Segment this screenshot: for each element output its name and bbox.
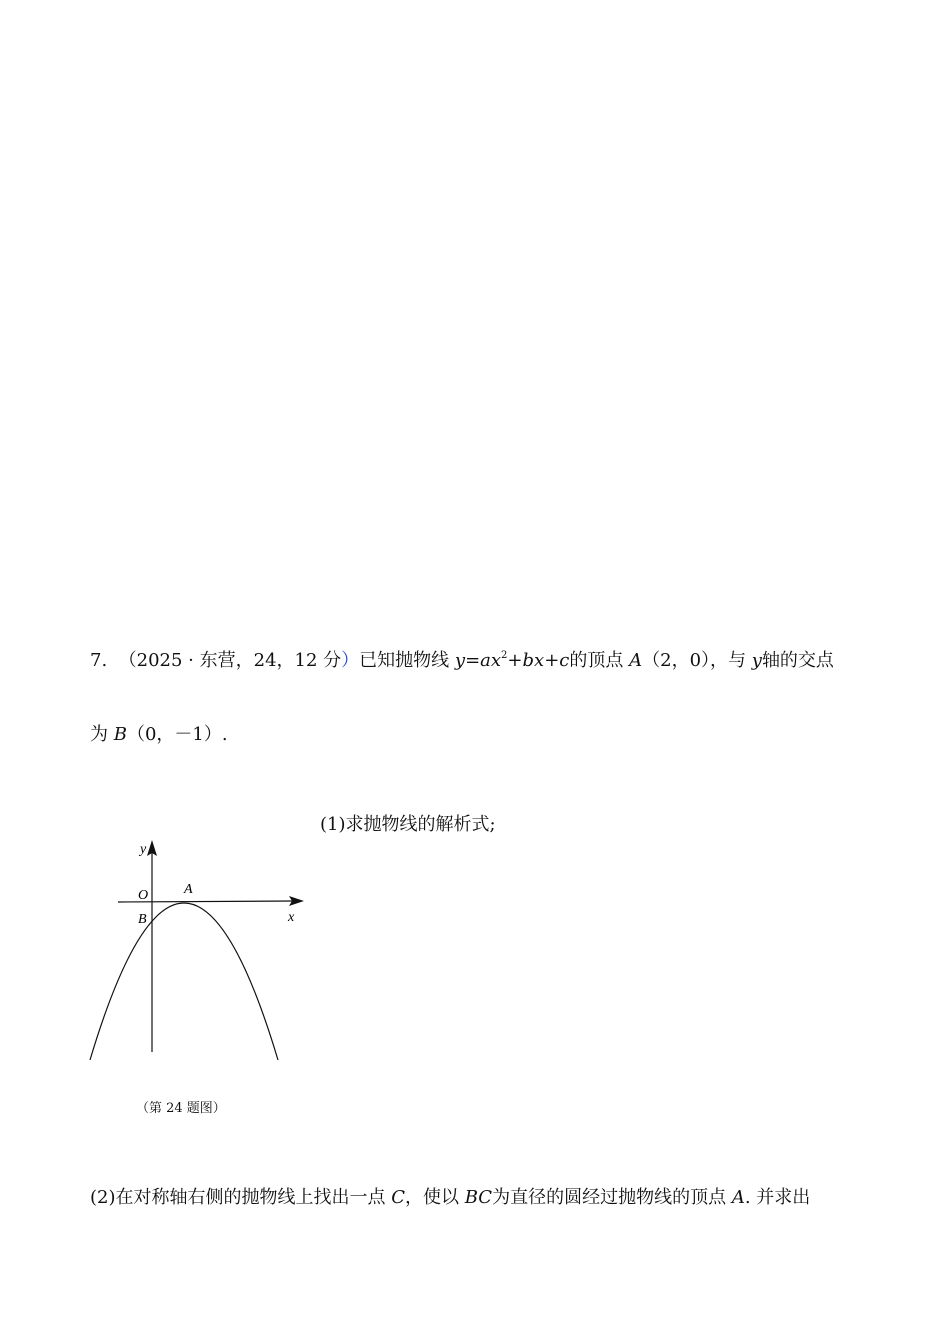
point-c-label: C xyxy=(391,1187,406,1208)
point-b-label: B xyxy=(138,912,147,927)
y-axis-name: y xyxy=(751,650,762,671)
question-text: (2)在对称轴右侧的抛物线上找出一点 xyxy=(90,1187,386,1208)
segment-bc-label: BC xyxy=(464,1187,493,1208)
figure-caption: （第 24 题图） xyxy=(136,1101,226,1116)
eq-plus: + xyxy=(544,650,560,671)
question-text: 已知抛物线 xyxy=(359,650,450,671)
question-text: ，使以 xyxy=(405,1187,460,1208)
point-a-label: A xyxy=(731,1187,745,1208)
source-close-paren: ） xyxy=(341,650,360,671)
x-axis-label: x xyxy=(288,910,295,925)
parabola-figure xyxy=(86,836,316,1071)
question-text: 的顶点 xyxy=(569,650,624,671)
question-number: 7. xyxy=(90,650,108,671)
question-line-1 xyxy=(90,646,834,672)
vertex-a-label: A xyxy=(184,882,193,897)
eq-square: 2 xyxy=(501,650,508,661)
question-text: . 并求出 xyxy=(744,1187,811,1208)
eq-y: y xyxy=(454,650,466,671)
question-text: 轴的交点 xyxy=(761,650,834,671)
point-b-label: B xyxy=(113,724,127,745)
question-line-2 xyxy=(90,720,228,746)
question-text: 为直径的圆经过抛物线的顶点 xyxy=(492,1187,727,1208)
point-b-coordinates: （0，－1）. xyxy=(126,724,228,745)
eq-bx: bx xyxy=(522,650,545,671)
parabola-curve xyxy=(90,903,278,1060)
eq-c: c xyxy=(559,650,570,671)
sub-question-1: (1)求抛物线的解析式; xyxy=(320,814,496,835)
sub-question-2 xyxy=(90,1183,810,1209)
point-a-label: A xyxy=(629,650,643,671)
eq-ax: ax xyxy=(480,650,502,671)
eq-plus: + xyxy=(507,650,523,671)
origin-label: O xyxy=(138,888,149,903)
point-a-coordinates: （2，0），与 xyxy=(642,650,747,671)
y-axis-label: y xyxy=(140,842,147,857)
eq-equals: = xyxy=(465,650,481,671)
question-source: （2025 · 东营，24，12 分 xyxy=(118,650,342,671)
question-text: 为 xyxy=(90,724,108,745)
